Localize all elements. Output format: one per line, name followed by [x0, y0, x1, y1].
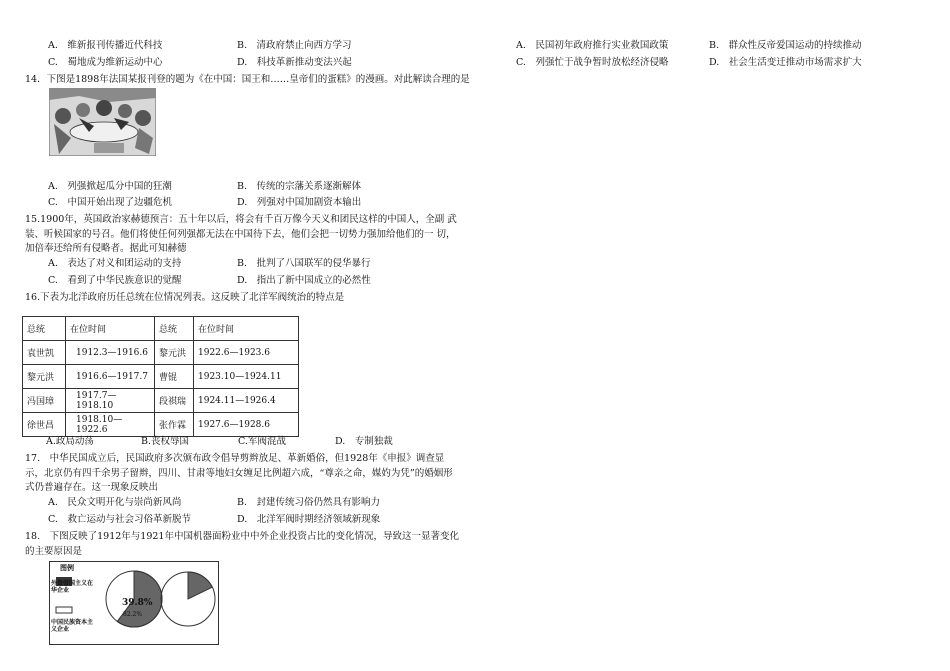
pie1-label: 39.8% [122, 598, 153, 608]
q16-option-d: D. 专制独裁 [335, 436, 393, 447]
table-cell: 1917.7—1918.10 [66, 389, 155, 413]
q14-stem: 14．下图是1898年法国某报刊登的题为《在中国：国王和……皇帝们的蛋糕》的漫画。对此解读合理的是 [25, 74, 470, 85]
q14-option-c: C. 中国开始出现了边疆危机 [48, 197, 172, 208]
q17-option-a: A. 民众文明开化与崇尚新风尚 [48, 497, 182, 508]
q15-option-c: C. 看到了中华民族意识的觉醒 [48, 275, 182, 286]
pie-chart-figure [49, 561, 219, 645]
q16-option-b: B.丧权辱国 [141, 436, 190, 447]
q17-stem: 17. 中华民国成立后，民国政府多次颁布政令倡导剪辫放足、革新婚俗，但1928年《申报》调查显示，北京仍有四千余男子留辫，四川、甘肃等地妇女缠足比例超六成，“尊亲之命，媒妁为凭”的婚姻形式仍普遍存在。这一现象反映出 [25, 453, 453, 493]
table-row [23, 413, 299, 437]
legend-foreign-label: 外资帝国主义在华企业 [51, 580, 94, 594]
q15-option-a: A. 表达了对义和团运动的支持 [48, 258, 182, 269]
legend-domestic-label: 中国民族资本主义企业 [51, 619, 94, 633]
q15-option-d: D. 指出了新中国成立的必然性 [237, 275, 371, 286]
table-cell: 段祺瑞 [155, 389, 194, 413]
q13-option-c: C. 蜀地成为维新运动中心 [48, 57, 163, 68]
table-row [23, 365, 299, 389]
table-header-cell: 在位时间 [194, 317, 299, 341]
table-header-cell: 总统 [23, 317, 66, 341]
q19-option-c: C. 列强忙于战争暂时放松经济侵略 [516, 57, 669, 68]
q18-stem: 18. 下图反映了1912年与1921年中国机器面粉业中中外企业投资占比的变化情况，导致这一显著变化的主要原因是 [25, 531, 459, 557]
q19-option-d: D. 社会生活变迁推动市场需求扩大 [709, 57, 862, 68]
legend-title: 图例 [60, 564, 74, 572]
table-cell: 徐世昌 [23, 413, 66, 437]
table-cell: 袁世凯 [23, 341, 66, 365]
pie1-label-2: 82.2% [123, 611, 143, 618]
table-cell: 曹锟 [155, 365, 194, 389]
q16-option-c: C.军阀混战 [238, 436, 286, 447]
table-cell: 1922.6—1923.6 [194, 341, 299, 365]
table-cell: 1912.3—1916.6 [66, 341, 155, 365]
table-cell: 黎元洪 [23, 365, 66, 389]
table-cell: 1927.6—1928.6 [194, 413, 299, 437]
q14-option-b: B. 传统的宗藩关系逐渐解体 [237, 181, 362, 192]
table-header-cell: 总统 [155, 317, 194, 341]
table-header-cell: 在位时间 [66, 317, 155, 341]
q15-stem: 15.1900年，英国政治家赫德预言：五十年以后，将会有千百万像今天义和团民这样的中国人，全副 武装、听候国家的号召。他们将使任何列强都无法在中国待下去，他们会把一切势力强加给他们的一 切，加倍奉还给所有侵略者。据此可知赫德 [25, 214, 457, 254]
table-row [23, 341, 299, 365]
q17-option-d: D. 北洋军阀时期经济领域新现象 [237, 514, 381, 525]
q17-option-c: C. 救亡运动与社会习俗革新脱节 [48, 514, 191, 525]
table-cell: 张作霖 [155, 413, 194, 437]
q13-option-d: D. 科技革新推动变法兴起 [237, 57, 352, 68]
table-cell: 1918.10—1922.6 [66, 413, 155, 437]
table-cell: 冯国璋 [23, 389, 66, 413]
cartoon-image [49, 88, 156, 156]
q13-option-a: A. 维新报刊传播近代科技 [48, 40, 163, 51]
q16-option-a: A.政局动荡 [46, 436, 94, 447]
table-cell: 黎元洪 [155, 341, 194, 365]
q19-option-a: A. 民国初年政府推行实业救国政策 [516, 40, 669, 51]
q15-option-b: B. 批判了八国联军的侵华暴行 [237, 258, 371, 269]
q14-option-d: D. 列强对中国加剧资本输出 [237, 197, 362, 208]
table-cell: 1916.6—1917.7 [66, 365, 155, 389]
table-row [23, 389, 299, 413]
q13-option-b: B. 清政府禁止向西方学习 [237, 40, 352, 51]
table-cell: 1923.10—1924.11 [194, 365, 299, 389]
table-cell: 1924.11—1926.4 [194, 389, 299, 413]
table-header-row [23, 317, 299, 341]
q19-option-b: B. 群众性反帝爱国运动的持续推动 [709, 40, 862, 51]
q14-option-a: A. 列强掀起瓜分中国的狂潮 [48, 181, 172, 192]
president-table [22, 316, 299, 437]
q17-option-b: B. 封建传统习俗仍然具有影响力 [237, 497, 381, 508]
q16-stem: 16.下表为北洋政府历任总统在位情况列表。这反映了北洋军阀统治的特点是 [25, 292, 345, 303]
